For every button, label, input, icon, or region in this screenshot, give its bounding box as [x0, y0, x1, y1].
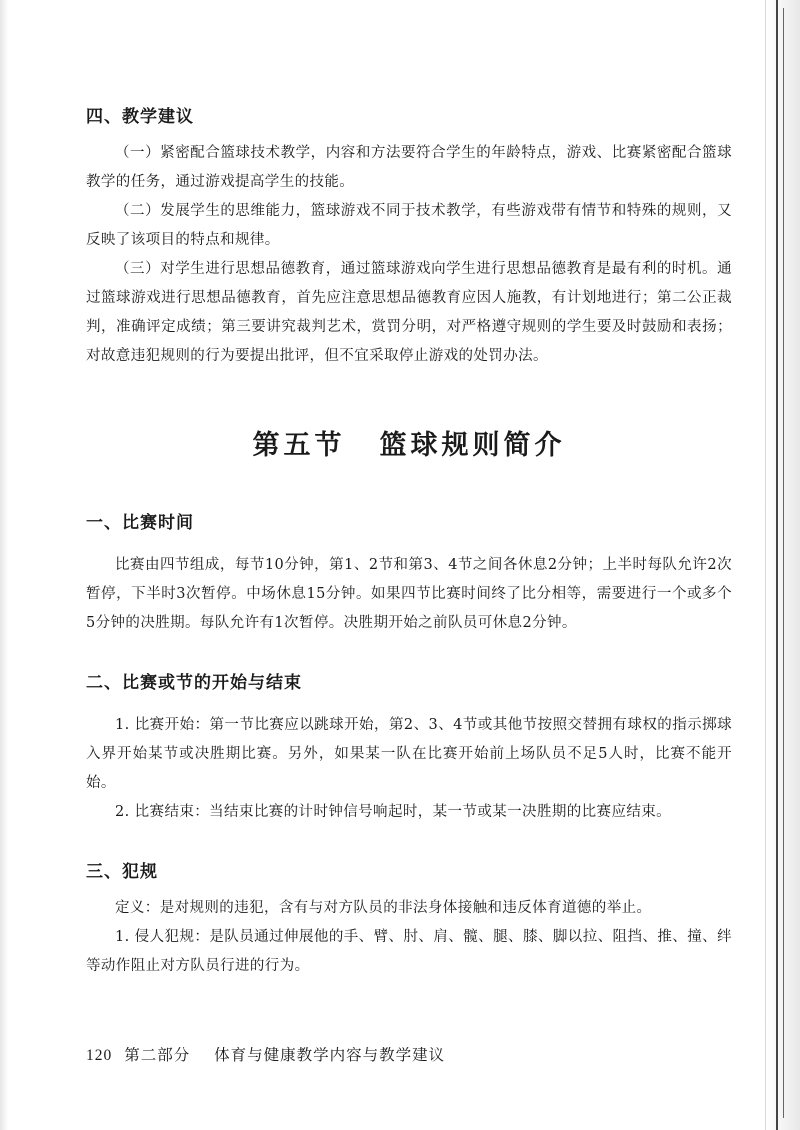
chapter-title [86, 423, 732, 462]
game-end-paragraph: 2. 比赛结束：当结束比赛的计时钟信号响起时，某一节或某一决胜期的比赛应结束。 [115, 804, 672, 820]
chapter-name: 篮球规则简介 [379, 430, 566, 461]
part-label: 第二部分 [124, 1046, 191, 1064]
start-end-heading: 二、比赛或节的开始与结束 [86, 673, 302, 693]
teaching-advice-heading: 四、教学建议 [86, 107, 194, 127]
page-footer [86, 1043, 445, 1065]
fouls-heading: 三、犯规 [86, 862, 158, 882]
foul-definition-paragraph: 定义：是对规则的违犯，含有与对方队员的非法身体接触和违反体育道德的举止。 [115, 900, 652, 916]
advice-paragraph-2: （二）发展学生的思维能力，篮球游戏不同于技术教学，有些游戏带有情节和特殊的规则，又反映了该项目的特点和规律。 [86, 203, 732, 248]
part-title: 体育与健康教学内容与教学建议 [214, 1046, 446, 1064]
advice-paragraph-3: （三）对学生进行思想品德教育，通过篮球游戏向学生进行思想品德教育是最有利的时机。通过篮球游戏进行思想品德教育，首先应注意思想品德教育应因人施教，有计划地进行；第二公正裁判，准确评定成绩；第三要讲究裁判艺术，赏罚分明，对严格遵守规则的学生要及时鼓励和表扬；对故意违犯规则的行为要提出批评，但不宜采取停止游戏的处罚办法。 [86, 261, 732, 364]
page-number: 120 [86, 1047, 113, 1064]
page-content [86, 102, 732, 981]
game-start-paragraph: 1. 比赛开始：第一节比赛应以跳球开始，第2、3、4节或其他节按照交替拥有球权的指示掷球入界开始某节或决胜期比赛。另外，如果某一队在比赛开始前上场队员不足5人时，比赛不能开始。 [86, 717, 732, 791]
game-time-heading: 一、比赛时间 [86, 513, 194, 533]
chapter-number: 第五节 [252, 430, 346, 461]
scan-edge-right [765, 0, 800, 1130]
scan-edge-left [0, 0, 8, 1130]
advice-paragraph-1: （一）紧密配合篮球技术教学，内容和方法要符合学生的年龄特点，游戏、比赛紧密配合篮球教学的任务，通过游戏提高学生的技能。 [86, 145, 732, 190]
personal-foul-paragraph: 1. 侵人犯规：是队员通过伸展他的手、臂、肘、肩、髋、腿、膝、脚以拉、阻挡、推、撞、绊等动作阻止对方队员行进的行为。 [86, 929, 732, 974]
game-time-paragraph: 比赛由四节组成，每节10分钟，第1、2节和第3、4节之间各休息2分钟；上半时每队允许2次暂停，下半时3次暂停。中场休息15分钟。如果四节比赛时间终了比分相等，需要进行一个或多个5分钟的决胜期。每队允许有1次暂停。决胜期开始之前队员可休息2分钟。 [86, 557, 732, 631]
